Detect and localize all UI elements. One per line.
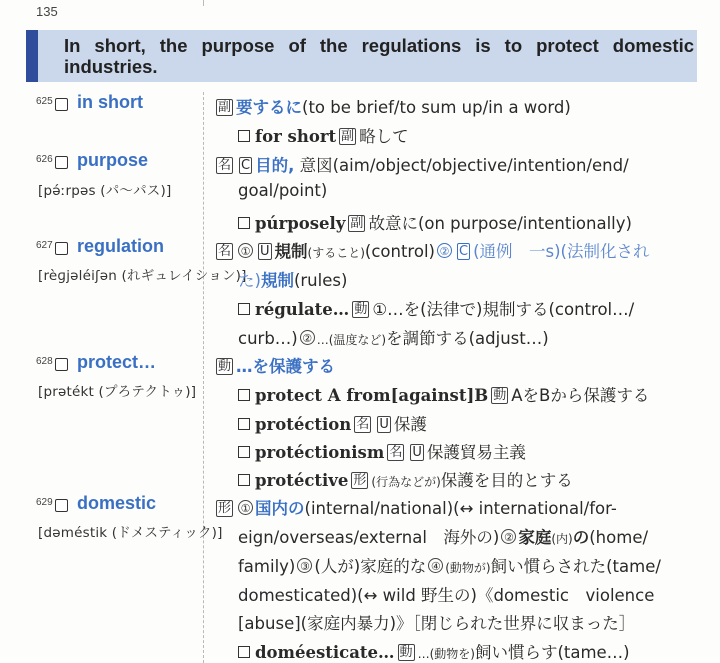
entry-checkbox[interactable] [55,156,68,169]
meaning-note: (行為などが) [371,475,441,489]
derivative-line [238,123,409,147]
pos-noun-tag: 名 [218,158,232,173]
meaning-en: family) [238,557,296,576]
derivative-word: protéctionism [255,443,385,462]
entry-checkbox[interactable] [55,98,68,111]
derivative-line [238,382,649,406]
pronunciation: [pə́ːrpəs (パ～パス)] [38,183,172,199]
definition-line [213,152,629,176]
derivative-line [238,467,573,491]
sense-number: ② [437,243,452,258]
meaning-ja: 要するに [236,98,303,117]
pos-verb-tag: 動 [354,302,368,317]
entry-checkbox[interactable] [55,499,68,512]
meaning-ja: 規制 [274,242,308,261]
pos-verb-tag: 動 [493,388,507,403]
entry-checkbox[interactable] [55,358,68,371]
pos-noun-tag: 名 [356,417,370,432]
meaning-en: (control) [364,242,435,261]
usage-note: (通例 一s) [473,242,561,261]
meaning-ja: 規制 [260,271,294,290]
derivative-checkbox[interactable] [238,474,250,486]
definition-line-continued: goal/point) [238,181,328,200]
sense-number: ③ [297,558,312,573]
definition-line [213,238,649,262]
meaning-note: …(温度など) [316,333,387,347]
uncountable-tag: U [260,244,270,259]
headword: regulation [77,236,165,256]
derivative-meaning: 保護 [393,415,427,434]
meaning-note: (内) [551,532,573,546]
meaning-ja: (人が)家庭的な [314,557,427,576]
derivative-meaning: 保護を目的とする [440,471,573,490]
meaning-note: (法制化され [560,242,650,261]
example-sentence: In short, the purpose of the regulations is to protect domestic industries. [64,35,694,77]
pronunciation: [rèɡjəléiʃən (れギュレイション)] [38,268,247,284]
derivative-line [238,639,630,663]
pos-adjective-tag: 形 [353,473,367,488]
meaning-note: …(動物を) [417,647,475,661]
sense-number: ② [501,529,516,544]
headword: purpose [77,150,149,170]
top-divider-mark [203,0,206,6]
pos-noun-tag: 名 [218,244,232,259]
meaning-ja: 目的, [255,156,295,175]
meaning-ja: 家庭 [518,528,552,547]
meaning-en: eign/overseas/external 海外の) [238,528,500,547]
pos-adverb-tag: 副 [350,216,364,231]
derivative-checkbox[interactable] [238,389,250,401]
derivative-word: doméesticate… [255,643,395,662]
derivative-word: régulate… [255,300,350,319]
derivative-checkbox[interactable] [238,446,250,458]
entry-checkbox[interactable] [55,242,68,255]
headword: domestic [77,493,157,513]
definition-line [213,94,571,118]
meaning-en: (home/ [589,528,649,547]
derivative-meaning: を調節する(adjust…) [386,329,549,348]
meaning-en: (to be brief/to sum up/in a word) [302,98,571,117]
example-sentence-banner [26,30,697,82]
meaning-en: (rules) [293,271,348,290]
pos-noun-tag: 名 [389,445,403,460]
meaning-en: 意図(aim/object/objective/intention/end/ [299,156,629,175]
derivative-word: púrposely [255,214,346,233]
derivative-meaning: 飼い慣らす(tame…) [474,643,630,662]
derivative-checkbox[interactable] [238,418,250,430]
sense-number: ② [300,330,315,345]
pos-adverb-tag: 副 [218,100,232,115]
pronunciation: [dəméstik (ドメスティック)] [38,525,223,541]
derivative-checkbox[interactable] [238,646,250,658]
pronunciation: [prətékt (プろテクトゥ)] [38,384,197,400]
entry-number: 628 [36,356,53,367]
derivative-checkbox[interactable] [238,303,250,315]
derivative-meaning: AをBから保護する [511,386,650,405]
pos-adverb-tag: 副 [341,129,355,144]
entry-number: 627 [36,240,53,251]
derivative-checkbox[interactable] [238,217,250,229]
meaning-ja: 国内の [255,499,305,518]
derivative-word: for short [255,127,337,146]
derivative-meaning: 略して [359,127,409,146]
bleed-through-text [360,4,371,20]
derivative-line-continued [238,325,549,349]
countable-tag: C [241,158,251,173]
derivative-line [238,439,526,463]
meaning-note: (動物が) [445,561,491,575]
derivative-line [238,296,634,320]
definition-line [213,353,335,377]
headword: in short [77,92,143,112]
pos-adjective-tag: 形 [218,501,232,516]
derivative-meaning: curb…) [238,329,298,348]
sense-number: ① [238,243,253,258]
pos-verb-tag: 動 [218,359,232,374]
definition-line-continued [238,524,648,548]
derivative-line [238,411,427,435]
headword: protect… [77,352,157,372]
derivative-checkbox[interactable] [238,130,250,142]
meaning-ja: 飼い慣らされた(tame/ [490,557,661,576]
uncountable-tag: U [379,417,389,432]
sense-number: ① [238,500,253,515]
definition-line-continued: [abuse](家庭内暴力)》［閉じられた世界に収まった］ [238,614,636,633]
countable-tag: C [458,244,469,259]
uncountable-tag: U [412,445,422,460]
definition-line-continued [238,267,347,291]
definition-line-continued [238,553,661,577]
derivative-word: protéction [255,415,352,434]
column-divider [203,92,204,663]
definition-line-continued: domesticated)(↔ wild 野生の)《domestic violence [238,586,655,605]
entry-number: 626 [36,154,53,165]
derivative-meaning: ①…を(法律で)規制する(control…/ [372,300,635,319]
derivative-meaning: 故意に(on purpose/intentionally) [368,214,632,233]
derivative-line [238,210,632,234]
derivative-meaning: 保護貿易主義 [426,443,526,462]
meaning-ja: …を保護する [236,357,336,376]
meaning-ja: の [572,528,590,547]
pos-verb-tag: 動 [399,645,413,660]
derivative-word: protect A from[against]B [255,386,489,405]
sense-number: ④ [428,558,443,573]
derivative-word: protéctive [255,471,349,490]
page-number: 135 [36,4,58,19]
meaning-note: た) [238,271,261,290]
entry-number: 625 [36,96,53,107]
meaning-en: (internal/national)(↔ international/for- [304,499,617,518]
entry-number: 629 [36,497,53,508]
banner-accent-bar [26,30,38,82]
meaning-note: (すること) [307,246,365,260]
definition-line [213,495,617,519]
